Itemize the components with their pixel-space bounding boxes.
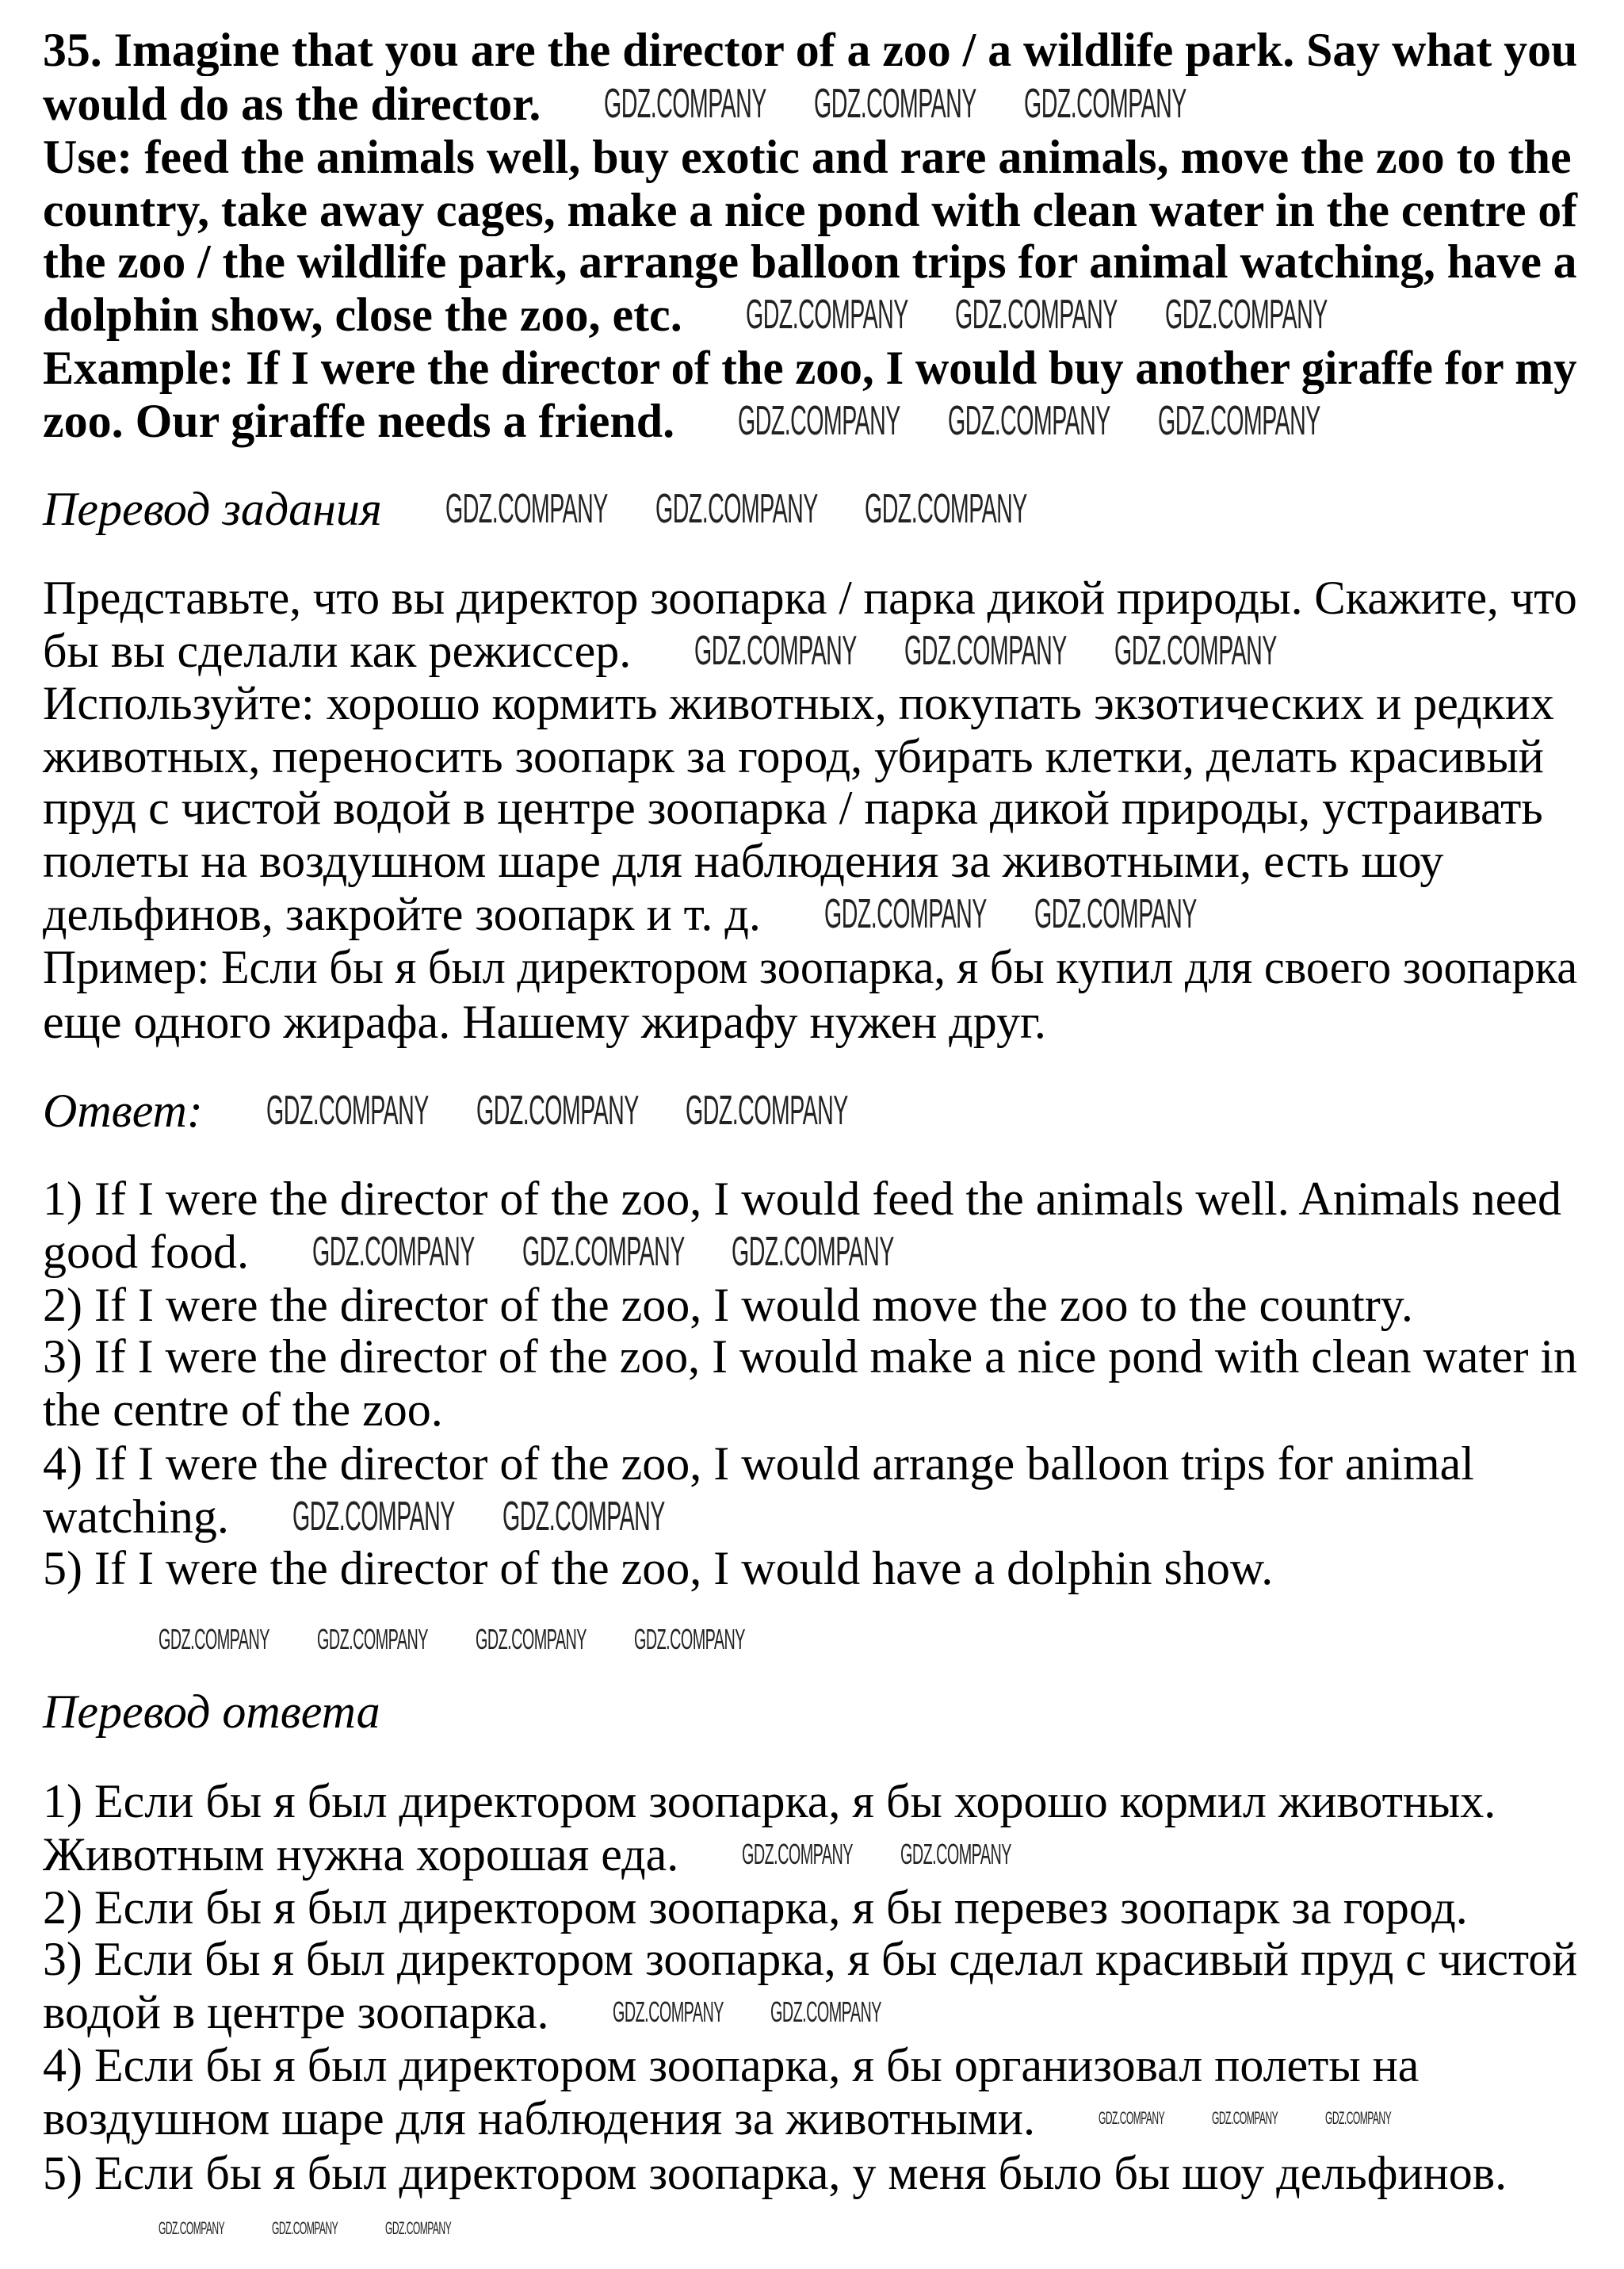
watermark: GDZ.COMPANY	[738, 398, 900, 444]
watermark: GDZ.COMPANY	[159, 1623, 269, 1655]
translation-line: Представьте, что вы директор зоопарка / парка дикой природы. Скажите, что	[43, 572, 1577, 624]
watermark: GDZ.COMPANY	[694, 628, 858, 674]
translation-line: водой в центре зоопарка.	[43, 1986, 549, 2038]
answer-line: 4) If I were the director of the zoo, I would arrange balloon trips for animal	[43, 1437, 1474, 1490]
watermark: GDZ.COMPANY	[814, 81, 976, 127]
watermark: GDZ.COMPANY	[1157, 398, 1320, 444]
watermark: GDZ.COMPANY	[1034, 891, 1197, 937]
watermark: GDZ.COMPANY	[1325, 2108, 1392, 2128]
watermark: GDZ.COMPANY	[266, 1088, 429, 1134]
watermark: GDZ.COMPANY	[732, 1229, 895, 1275]
watermark: GDZ.COMPANY	[1212, 2108, 1278, 2128]
translation-line: животных, переносить зоопарк за город, убирать клетки, делать красивый	[43, 730, 1544, 782]
answer-line: watching.	[43, 1490, 229, 1543]
watermark: GDZ.COMPANY	[476, 1088, 639, 1134]
answer-line: 3) If I were the director of the zoo, I would make a nice pond with clean water in	[43, 1330, 1577, 1383]
watermark: GDZ.COMPANY	[1098, 2108, 1165, 2128]
watermark: GDZ.COMPANY	[655, 486, 818, 532]
section-heading: Перевод ответа	[43, 1685, 380, 1738]
task-line: the zoo / the wildlife park, arrange balloon trips for animal watching, have a	[43, 235, 1577, 288]
answer-line: 2) If I were the director of the zoo, I would move the zoo to the country.	[43, 1279, 1413, 1331]
watermark: GDZ.COMPANY	[1114, 628, 1277, 674]
watermark: GDZ.COMPANY	[292, 1494, 455, 1540]
translation-line: пруд с чистой водой в центре зоопарка / парка дикой природы, устраивать	[43, 782, 1543, 834]
translation-line: 1) Если бы я был директором зоопарка, я бы хорошо кормил животных.	[43, 1775, 1496, 1827]
answer-line: 1) If I were the director of the zoo, I would feed the animals well. Animals need	[43, 1173, 1561, 1225]
translation-line: Животным нужна хорошая еда.	[43, 1828, 679, 1881]
watermark: GDZ.COMPANY	[1165, 292, 1328, 338]
task-line: would do as the director.	[43, 78, 541, 130]
translation-line: Пример: Если бы я был директором зоопарка, я бы купил для своего зоопарка	[43, 941, 1578, 993]
watermark: GDZ.COMPANY	[311, 1229, 475, 1275]
watermark: GDZ.COMPANY	[865, 486, 1028, 532]
watermark: GDZ.COMPANY	[522, 1229, 685, 1275]
watermark: GDZ.COMPANY	[385, 2218, 452, 2238]
watermark: GDZ.COMPANY	[475, 1623, 587, 1655]
watermark: GDZ.COMPANY	[823, 891, 987, 937]
section-heading: Ответ:	[43, 1085, 203, 1137]
translation-line: полеты на воздушном шаре для наблюдения за животными, есть шоу	[43, 835, 1444, 887]
watermark: GDZ.COMPANY	[445, 486, 608, 532]
translation-line: бы вы сделали как режиссер.	[43, 625, 632, 677]
watermark: GDZ.COMPANY	[1023, 81, 1186, 127]
task-line: 35. Imagine that you are the director of a zoo / a wildlife park. Say what you	[43, 24, 1578, 76]
section-heading: Перевод задания	[43, 483, 382, 535]
watermark: GDZ.COMPANY	[159, 2218, 225, 2238]
watermark: GDZ.COMPANY	[686, 1088, 849, 1134]
translation-line: 5) Если бы я был директором зоопарка, у меня было бы шоу дельфинов.	[43, 2147, 1507, 2199]
task-line: zoo. Our giraffe needs a friend.	[43, 395, 675, 447]
answer-line: 5) If I were the director of the zoo, I would have a dolphin show.	[43, 1542, 1274, 1594]
watermark: GDZ.COMPANY	[742, 1838, 854, 1870]
translation-line: 2) Если бы я был директором зоопарка, я бы перевез зоопарк за город.	[43, 1881, 1468, 1934]
task-line: Example: If I were the director of the zoo, I would buy another giraffe for my	[43, 342, 1577, 394]
watermark: GDZ.COMPANY	[745, 292, 908, 338]
watermark: GDZ.COMPANY	[316, 1623, 428, 1655]
translation-line: 3) Если бы я был директором зоопарка, я бы сделал красивый пруд с чистой	[43, 1933, 1578, 1985]
watermark: GDZ.COMPANY	[633, 1623, 745, 1655]
translation-line: Используйте: хорошо кормить животных, покупать экзотических и редких	[43, 677, 1554, 729]
translation-line: воздушном шаре для наблюдения за животными.	[43, 2092, 1035, 2145]
translation-line: дельфинов, закройте зоопарк и т. д.	[43, 888, 761, 940]
watermark: GDZ.COMPANY	[604, 81, 767, 127]
task-line: Use: feed the animals well, buy exotic and rare animals, move the zoo to the	[43, 131, 1572, 183]
watermark: GDZ.COMPANY	[612, 1995, 724, 2028]
watermark: GDZ.COMPANY	[502, 1494, 665, 1540]
task-line: country, take away cages, make a nice pond with clean water in the centre of	[43, 184, 1577, 236]
watermark: GDZ.COMPANY	[947, 398, 1110, 444]
watermark: GDZ.COMPANY	[955, 292, 1118, 338]
watermark: GDZ.COMPANY	[770, 1995, 882, 2028]
watermark: GDZ.COMPANY	[272, 2218, 338, 2238]
translation-line: еще одного жирафа. Нашему жирафу нужен друг.	[43, 996, 1046, 1048]
watermark: GDZ.COMPANY	[904, 628, 1067, 674]
watermark: GDZ.COMPANY	[900, 1838, 1012, 1870]
translation-line: 4) Если бы я был директором зоопарка, я бы организовал полеты на	[43, 2039, 1420, 2091]
task-line: dolphin show, close the zoo, etc.	[43, 289, 682, 341]
answer-line: the centre of the zoo.	[43, 1383, 443, 1436]
answer-line: good food.	[43, 1226, 249, 1278]
